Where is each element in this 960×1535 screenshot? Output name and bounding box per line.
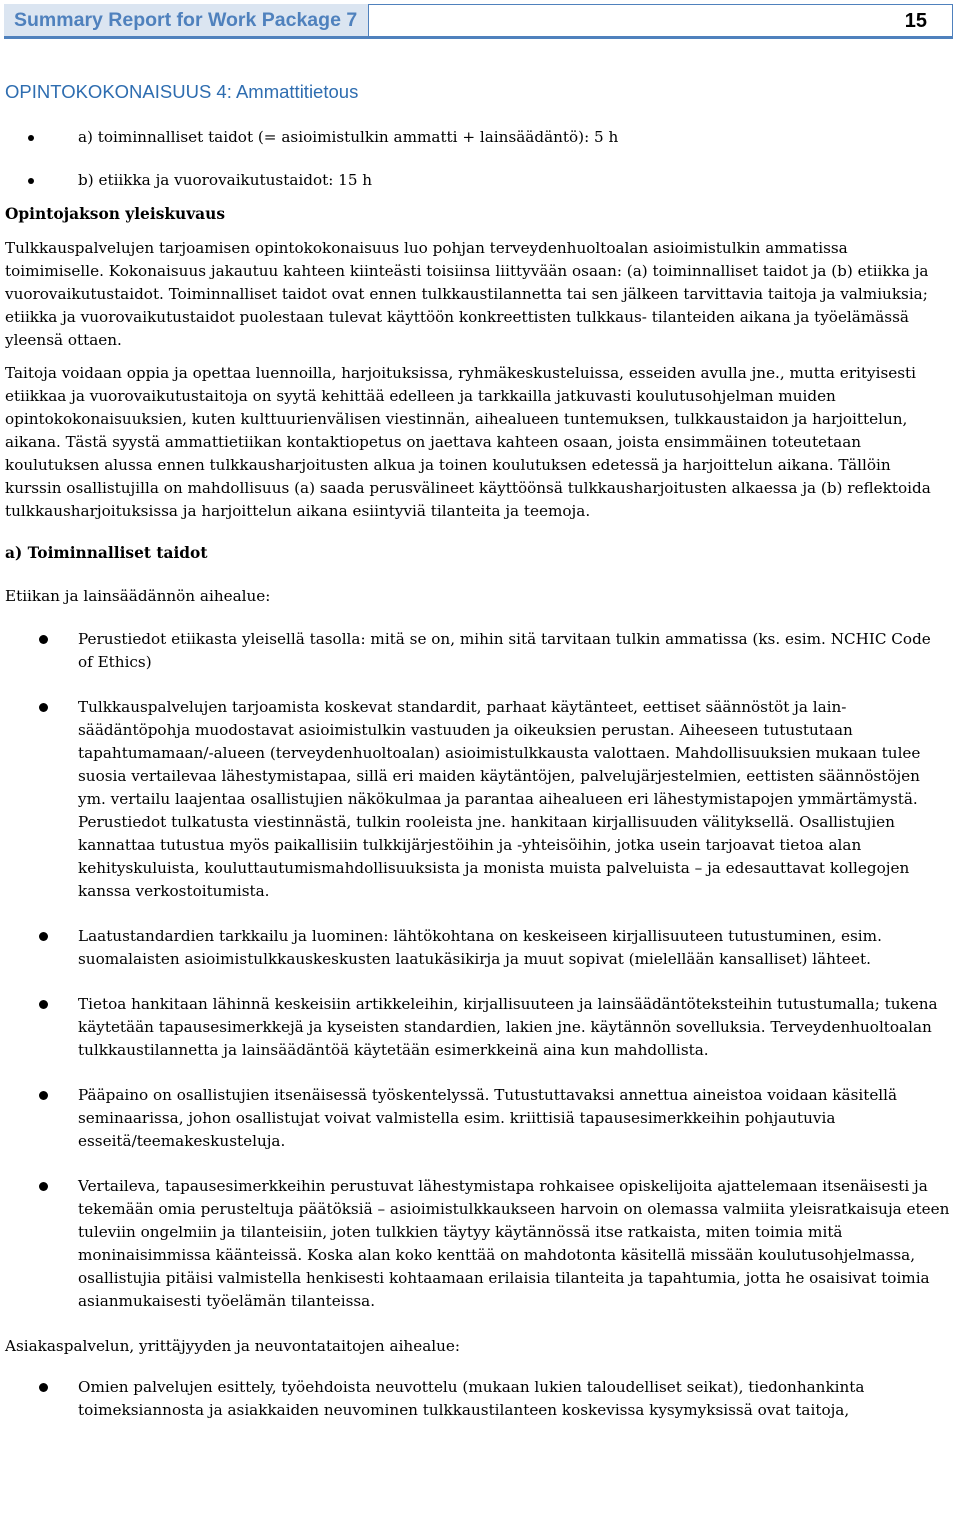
section-title: OPINTOKOKONAISUUS 4: Ammattitietous bbox=[5, 81, 359, 102]
overview-paragraph-1: Tulkkauspalvelujen tarjoamisen opintokokonaisuus luo pohjan terveydenhuoltoalan asioimistulkin ammatissa toimimiselle. Kokonaisuus jakautuu kahteen kiinteästi toisiinsa liittyvään osaan: (a) toiminnalliset taidot ja (b) etiikka ja vuorovaikutustaidot. Toiminnalliset taidot ovat ennen tulkkaustilannetta tai sen jälkeen tarvittavia taitoja ja valmiuksia; etiikka ja vuorovaikutustaidot puolestaan tulevat käyttöön konkreettisten tulkkaus- tilanteiden aikana ja työelämässä yleensä ottaen. bbox=[5, 239, 929, 349]
list-item: Tulkkauspalvelujen tarjoamista koskevat standardit, parhaat käytänteet, eettiset säännöstöt ja lain- säädäntöpohja muodostavat asioimistulkin vastuuden ja oikeuksien perustan. Aiheeseen tutustutaan tapahtumamaan/-alueen (terveydenhuoltoalan) asioimistulkkausta valottaen. Mahdollisuuksien mukaan tulee suosia vertailevaa lähestymistapaa, sillä eri maiden käytäntöjen, palvelujärjestelmien, eettisten säännöstöjen ym. vertailu laajentaa osallistujien näkökulmaa ja parantaa aihealueen eri lähestymistapojen ymmärtämystä. Perustiedot tulkatusta viestinnästä, tulkin rooleista jne. hankitaan kirjallisuuden välityksellä. Osallistujien kannattaa tutustua myös paikallisiin tulkkijärjestöihin ja -yhteisöihin, jotka usein tarjoavat tietoa alan kehityskuluista, kouluttautumismahdollisuuksista ja monista muista palveluista – ja edesauttavat kollegojen kanssa verkostoitumista. bbox=[5, 696, 950, 903]
bullet-icon bbox=[39, 703, 48, 712]
page-header bbox=[4, 4, 953, 42]
list-item: a) toiminnalliset taidot (= asioimistulkin ammatti + lainsäädäntö): 5 h bbox=[5, 126, 950, 149]
document-body bbox=[5, 78, 950, 1444]
bullet-icon bbox=[28, 178, 34, 184]
list-item: Vertaileva, tapausesimerkkeihin perustuvat lähestymistapa rohkaisee opiskelijoita ajattelemaan itsenäisesti ja tekemään omia perusteltuja päätöksiä – asioimistulkkaukseen harvoin on olemassa valmiita yleisratkaisuja eteen tuleviin ongelmiin ja tilanteisiin, joten tulkkien täytyy käytännössä itse ratkaista, miten toimia mitä moninaisimmissa käänteissä. Koska alan koko kenttää on mahdotonta käsitellä missään koulutusohjelmassa, osallistujia pitäisi valmistella henkisesti kohtaamaan erilaisia tilanteita ja tapahtumia, jotta he osaisivat toimia asianmukaisesti työelämän tilanteissa. bbox=[5, 1175, 950, 1313]
ethics-law-heading: Etiikan ja lainsäädännön aihealue: bbox=[5, 587, 271, 605]
subsection-a-heading: a) Toiminnalliset taidot bbox=[5, 544, 208, 562]
ethics-law-list bbox=[5, 628, 950, 1313]
bullet-icon bbox=[39, 1182, 48, 1191]
list-item: Laatustandardien tarkkailu ja luominen: lähtökohtana on keskeiseen kirjallisuuteen tutustuminen, esim. suomalaisten asioimistulkkauskeskusten laatukäsikirja ja muut sopivat (mielellään kansalliset) lähteet. bbox=[5, 925, 950, 971]
list-item: b) etiikka ja vuorovaikutustaidot: 15 h bbox=[5, 169, 950, 192]
document-title: Summary Report for Work Package 7 bbox=[4, 4, 368, 39]
list-item: Perustiedot etiikasta yleisellä tasolla: mitä se on, mihin sitä tarvitaan tulkin ammatissa (ks. esim. NCHIC Code of Ethics) bbox=[5, 628, 950, 674]
customer-service-list bbox=[5, 1376, 950, 1422]
overview-heading: Opintojakson yleiskuvaus bbox=[5, 205, 225, 223]
bullet-icon bbox=[39, 635, 48, 644]
list-item: Omien palvelujen esittely, työehdoista neuvottelu (mukaan lukien taloudelliset seikat), tiedonhankinta toimeksiannosta ja asiakkaiden neuvominen tulkkaustilanteen koskevissa kysymyksissä ovat taitoja, bbox=[5, 1376, 950, 1422]
customer-service-heading: Asiakaspalvelun, yrittäjyyden ja neuvontataitojen aihealue: bbox=[5, 1337, 461, 1355]
bullet-icon bbox=[39, 1383, 48, 1392]
hours-list bbox=[5, 126, 950, 192]
bullet-icon bbox=[28, 135, 34, 141]
bullet-icon bbox=[39, 1091, 48, 1100]
bullet-icon bbox=[39, 932, 48, 941]
list-item: Pääpaino on osallistujien itsenäisessä työskentelyssä. Tutustuttavaksi annettua aineistoa voidaan käsitellä seminaarissa, johon osallistujat voivat valmistella esim. kriittisiä tapausesimerkkeihin pohjautuvia esseitä/teemakeskusteluja. bbox=[5, 1084, 950, 1153]
page-number: 15 bbox=[368, 4, 953, 39]
overview-paragraph-2: Taitoja voidaan oppia ja opettaa luennoilla, harjoituksissa, ryhmäkeskusteluissa, esseiden avulla jne., mutta erityisesti etiikkaa ja vuorovaikutustaitoja on syytä kehittää edelleen ja tarkkailla jatkuvasti koulutusohjelman muiden opintokokonaisuuksien, kuten kulttuurienvälisen viestinnän, aihealueen tuntemuksen, tulkkaustaidon ja harjoittelun, aikana. Tästä syystä ammattietiikan kontaktiopetus on jaettava kahteen osaan, joista ensimmäinen toteutetaan koulutuksen alussa ennen tulkkausharjoitusten alkua ja toinen koulutuksen edetessä ja harjoittelun aikana. Tällöin kurssin osallistujilla on mahdollisuus (a) saada perusvälineet käyttöönsä tulkkausharjoitusten alkaessa ja (b) reflektoida tulkkausharjoituksissa ja harjoittelun aikana esiintyviä tilanteita ja teemoja. bbox=[5, 364, 931, 520]
list-item: Tietoa hankitaan lähinnä keskeisiin artikkeleihin, kirjallisuuteen ja lainsäädäntöteksteihin tutustumalla; tukena käytetään tapausesimerkkejä ja kyseisten standardien, lakien jne. käytännön sovelluksia. Terveydenhuoltoalan tulkkaustilannetta ja lainsäädäntöä käytetään esimerkkeinä aina kun mahdollista. bbox=[5, 993, 950, 1062]
bullet-icon bbox=[39, 1000, 48, 1009]
